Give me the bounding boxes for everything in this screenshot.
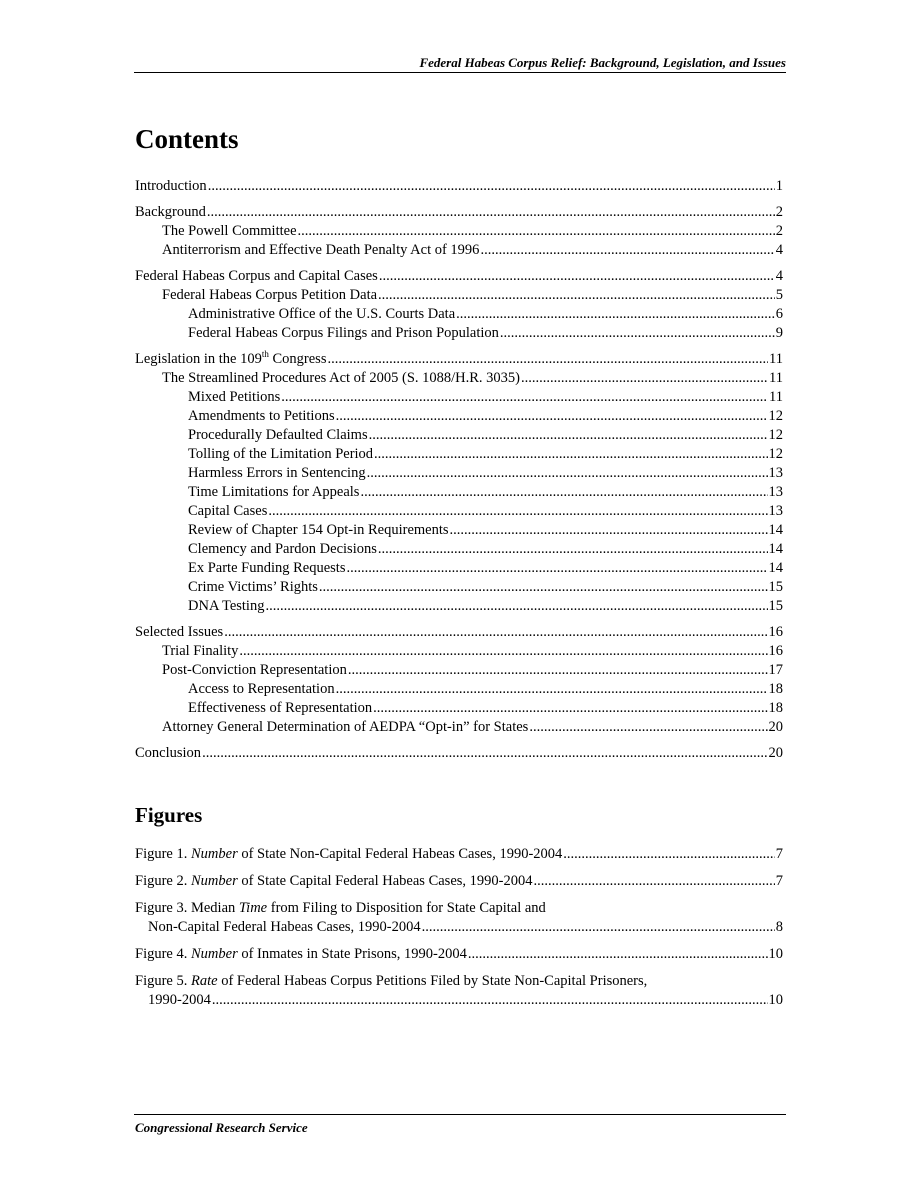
toc-entry-text: Ex Parte Funding Requests [188,560,346,576]
dot-leader [336,680,768,699]
toc-entry[interactable] [135,324,783,343]
figure-prefix: Figure 5. [135,973,191,989]
toc-entry[interactable] [135,483,783,502]
dot-leader [521,369,768,388]
dot-leader [208,177,775,196]
figure-entry-title [135,972,647,991]
toc-page-number: 18 [768,681,783,697]
toc-entry-title [188,388,280,407]
toc-entry[interactable] [135,642,783,661]
figure-page-number: 10 [768,992,783,1008]
toc-page-number: 2 [775,223,783,239]
figure-entry-line [135,899,783,918]
toc-entry-title [188,502,267,521]
toc-page-number: 13 [768,465,783,481]
toc-entry-text: Administrative Office of the U.S. Courts Data [188,306,456,322]
toc-entry-text: Review of Chapter 154 Opt-in Requirements [188,522,449,538]
dot-leader [348,661,768,680]
toc-entry-title [188,483,359,502]
toc-page-number: 18 [768,700,783,716]
toc-page-number: 11 [769,351,783,367]
dot-leader [346,559,767,578]
toc-entry[interactable] [135,699,783,718]
list-of-figures [135,845,783,1018]
toc-entry[interactable] [135,578,783,597]
dot-leader [367,464,768,483]
figures-heading: Figures [135,803,203,827]
toc-entry[interactable] [135,407,783,426]
figure-emphasis: Number [190,946,238,962]
toc-entry[interactable] [135,623,783,642]
toc-page-number: 12 [768,408,783,424]
toc-entry[interactable] [135,718,783,737]
toc-entry[interactable] [135,540,783,559]
toc-entry-text: Capital Cases [188,503,268,519]
toc-entry-text: Crime Victims’ Rights [188,579,318,595]
dot-leader [533,872,774,891]
toc-entry-text: Background [135,204,206,220]
dot-leader [360,483,767,502]
dot-leader [207,203,775,222]
toc-entry-text: Introduction [135,178,207,194]
toc-entry-text: DNA Testing [188,598,265,614]
toc-entry[interactable] [135,521,783,540]
toc-page-number: 4 [775,268,783,284]
toc-entry-title [188,699,372,718]
toc-entry[interactable] [135,426,783,445]
toc-page-number: 12 [768,427,783,443]
toc-page-number: 11 [769,389,783,405]
figure-entry-continuation [135,991,783,1010]
dot-leader [281,388,768,407]
toc-page-number: 15 [768,598,783,614]
figure-entry-continuation [135,918,783,937]
toc-entry-text: Amendments to Petitions [188,408,335,424]
figure-emphasis: Number [190,846,238,862]
toc-entry[interactable] [135,177,783,196]
toc-entry-text: Trial Finality [162,643,239,659]
dot-leader [450,521,768,540]
running-header: Federal Habeas Corpus Relief: Background, Legislation, and Issues [419,55,786,70]
toc-entry-text: Antiterrorism and Effective Death Penalty Act of 1996 [162,242,480,258]
toc-entry-title [135,267,378,286]
dot-leader [239,642,767,661]
footer-divider [134,1114,786,1115]
dot-leader [202,744,767,763]
toc-page-number: 14 [768,560,783,576]
toc-entry-title [188,578,318,597]
figure-title-rest: of Federal Habeas Corpus Petitions Filed by State Non-Capital Prisoners, [217,973,648,989]
toc-page-number: 20 [768,745,783,761]
figure-emphasis: Rate [190,973,218,989]
toc-entry-text: The Streamlined Procedures Act of 2005 (S. 1088/H.R. 3035) [162,370,521,386]
toc-entry[interactable] [135,502,783,521]
toc-page-number: 6 [775,306,783,322]
toc-entry[interactable] [135,744,783,763]
figure-emphasis: Time [238,900,268,916]
toc-entry-title [162,222,297,241]
dot-leader [480,241,774,260]
toc-entry-title [188,597,264,616]
dot-leader [327,350,768,369]
figure-prefix: Figure 2. [135,873,191,889]
toc-page-number: 5 [775,287,783,303]
toc-entry-title [135,177,207,196]
toc-entry-text: Attorney General Determination of AEDPA “Opt-in” for States [162,719,529,735]
toc-page-number: 20 [768,719,783,735]
figure-entry-title [135,872,532,891]
toc-entry[interactable] [135,222,783,241]
dot-leader [500,324,775,343]
toc-entry[interactable] [135,597,783,616]
toc-entry[interactable] [135,350,783,369]
toc-entry-superscript: th [261,349,269,360]
toc-entry-title [162,286,377,305]
dot-leader [529,718,767,737]
figure-prefix: Figure 1. [135,846,191,862]
toc-entry[interactable] [135,388,783,407]
dot-leader [373,699,767,718]
table-of-contents [135,177,783,763]
figure-entry-title [135,845,562,864]
dot-leader [265,597,767,616]
dot-leader [456,305,775,324]
figure-page-number: 7 [775,873,783,889]
toc-page-number: 13 [768,484,783,500]
toc-page-number: 12 [768,446,783,462]
toc-entry-text: Conclusion [135,745,202,761]
figure-entry-line [135,945,783,964]
toc-page-number: 16 [768,624,783,640]
toc-entry-text: The Powell Committee [162,223,297,239]
figure-prefix: Figure 4. [135,946,191,962]
toc-entry-title [162,241,479,260]
toc-entry-title [162,642,238,661]
figure-entry-line [135,845,783,864]
toc-entry-title [162,661,347,680]
dot-leader [468,945,768,964]
dot-leader [378,286,775,305]
toc-page-number: 13 [768,503,783,519]
toc-entry[interactable] [135,464,783,483]
toc-page-number: 14 [768,541,783,557]
toc-entry-text: Clemency and Pardon Decisions [188,541,377,557]
toc-entry[interactable] [135,267,783,286]
toc-entry-text: Access to Representation [188,681,335,697]
toc-entry-title [135,623,223,642]
toc-page-number: 1 [775,178,783,194]
toc-entry[interactable] [135,680,783,699]
figure-title-rest: of Inmates in State Prisons, 1990-2004 [237,946,467,962]
figure-emphasis: Number [190,873,238,889]
toc-entry-title [188,305,455,324]
toc-entry-title [188,324,499,343]
figure-title-rest: of State Capital Federal Habeas Cases, 1990-2004 [237,873,533,889]
header-divider [134,72,786,73]
running-footer: Congressional Research Service [135,1120,308,1135]
toc-entry[interactable] [135,559,783,578]
figure-entry-title [135,945,467,964]
toc-entry-text: Mixed Petitions [188,389,281,405]
toc-entry-title [135,744,201,763]
toc-entry-text: Federal Habeas Corpus Petition Data [162,287,378,303]
toc-entry-text: Tolling of the Limitation Period [188,446,374,462]
dot-leader [374,445,767,464]
toc-entry-text: Post-Conviction Representation [162,662,347,678]
toc-entry-title [135,203,206,222]
dot-leader [268,502,767,521]
dot-leader [298,222,775,241]
toc-entry-title [135,350,326,369]
toc-entry-text: Effectiveness of Representation [188,700,373,716]
figure-page-number: 8 [775,919,783,935]
toc-page-number: 9 [775,325,783,341]
toc-entry-title [188,445,373,464]
toc-page-number: 4 [775,242,783,258]
figure-title-rest: from Filing to Disposition for State Capital and [267,900,546,916]
toc-entry[interactable] [135,203,783,222]
dot-leader [369,426,768,445]
figure-entry[interactable] [135,899,783,937]
dot-leader [336,407,768,426]
toc-entry-title [162,369,520,388]
toc-page-number: 15 [768,579,783,595]
dot-leader [378,540,768,559]
toc-entry-title [188,540,377,559]
toc-entry-title [188,680,335,699]
toc-entry-text: Procedurally Defaulted Claims [188,427,368,443]
contents-heading: Contents [135,124,239,154]
toc-entry-text: Federal Habeas Corpus and Capital Cases [135,268,378,284]
figure-prefix: Figure 3. Median [135,900,239,916]
figure-entry[interactable] [135,872,783,891]
dot-leader [422,918,775,937]
toc-entry[interactable] [135,305,783,324]
toc-entry[interactable] [135,369,783,388]
toc-entry-title [188,521,449,540]
toc-entry[interactable] [135,445,783,464]
toc-entry[interactable] [135,286,783,305]
toc-page-number: 2 [775,204,783,220]
figure-entry-line [135,872,783,891]
figure-entry-line [135,972,783,991]
toc-entry-title [162,718,528,737]
toc-entry[interactable] [135,661,783,680]
toc-page-number: 16 [768,643,783,659]
figure-entry[interactable] [135,972,783,1010]
toc-entry-text: Selected Issues [135,624,224,640]
toc-entry-text: Federal Habeas Corpus Filings and Prison Population [188,325,499,341]
toc-entry-title [188,464,366,483]
figure-entry-title [135,899,546,918]
toc-entry-text: Legislation in the 109 [135,351,262,367]
dot-leader [563,845,774,864]
figure-page-number: 7 [775,846,783,862]
toc-entry-title [188,559,345,578]
toc-entry[interactable] [135,241,783,260]
toc-entry-title [188,407,335,426]
dot-leader [379,267,775,286]
dot-leader [224,623,767,642]
figure-entry[interactable] [135,945,783,964]
figure-title-continuation: 1990-2004 [148,992,211,1008]
figure-entry[interactable] [135,845,783,864]
toc-entry-text-after: Congress [268,351,327,367]
toc-page-number: 14 [768,522,783,538]
toc-entry-text: Time Limitations for Appeals [188,484,360,500]
toc-page-number: 17 [768,662,783,678]
toc-entry-title [188,426,368,445]
toc-entry-text: Harmless Errors in Sentencing [188,465,366,481]
toc-page-number: 11 [769,370,783,386]
figure-page-number: 10 [768,946,783,962]
dot-leader [319,578,768,597]
dot-leader [212,991,768,1010]
figure-title-rest: of State Non-Capital Federal Habeas Cases, 1990-2004 [237,846,563,862]
figure-title-continuation: Non-Capital Federal Habeas Cases, 1990-2004 [148,919,421,935]
